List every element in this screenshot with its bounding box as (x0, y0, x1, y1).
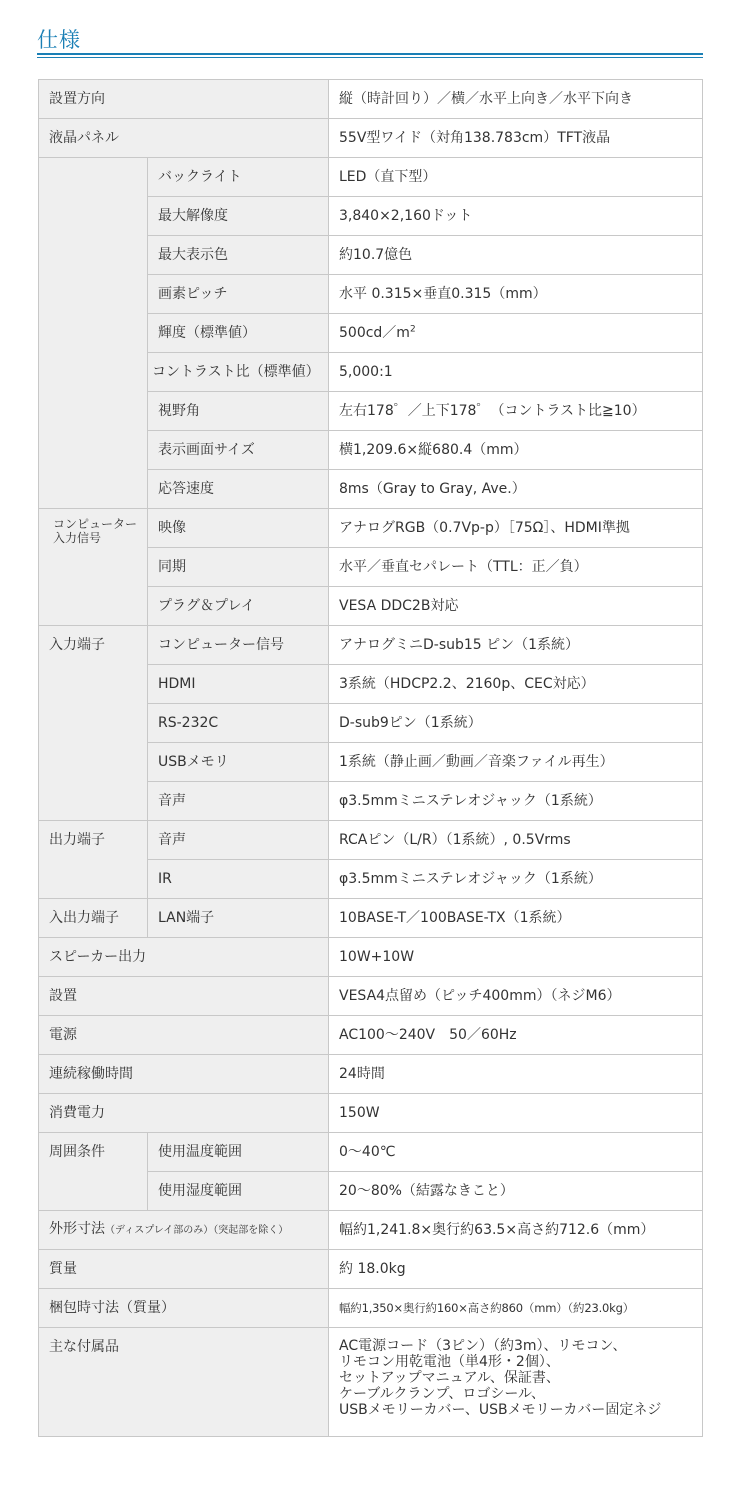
row-value: AC100～240V 50／60Hz (329, 1016, 703, 1055)
sub-label: 音声 (148, 782, 329, 821)
sub-label: 視野角 (148, 392, 329, 431)
row-value: 幅約1,350×奥行約160×高さ約860（mm）（約23.0kg） (329, 1289, 703, 1328)
table-row (39, 899, 703, 938)
row-value: 左右178゜／上下178゜（コントラスト比≧10） (329, 392, 703, 431)
row-label: 電源 (39, 1016, 329, 1055)
row-value: φ3.5mmミニステレオジャック（1系統） (329, 782, 703, 821)
sub-label: 画素ピッチ (148, 275, 329, 314)
group-label: 周囲条件 (39, 1133, 148, 1211)
row-value: アナログRGB（0.7Vp-p）［75Ω］、HDMI準拠 (329, 509, 703, 548)
group-label (39, 509, 148, 626)
row-value: RCAピン（L/R）（1系統）, 0.5Vrms (329, 821, 703, 860)
row-value: 水平 0.315×垂直0.315（mm） (329, 275, 703, 314)
sub-label: 応答速度 (148, 470, 329, 509)
accessory-line: セットアップマニュアル、保証書、 (339, 1370, 560, 1386)
sub-label: プラグ＆プレイ (148, 587, 329, 626)
title-divider-thin (37, 57, 703, 58)
group-label: 入力端子 (39, 626, 148, 821)
row-label: 設置 (39, 977, 329, 1016)
row-label: 消費電力 (39, 1094, 329, 1133)
table-row (39, 1016, 703, 1055)
row-value: 1系統（静止画／動画／音楽ファイル再生） (329, 743, 703, 782)
row-value: LED（直下型） (329, 158, 703, 197)
table-row (39, 509, 703, 548)
row-value: 3系統（HDCP2.2、2160p、CEC対応） (329, 665, 703, 704)
table-row (39, 1055, 703, 1094)
sub-label: LAN端子 (148, 899, 329, 938)
row-value: VESA DDC2B対応 (329, 587, 703, 626)
row-value: 55V型ワイド（対角138.783cm）TFT液晶 (329, 119, 703, 158)
sub-label: コントラスト比（標準値） (148, 353, 329, 392)
row-label: 設置方向 (39, 80, 329, 119)
row-value (329, 314, 703, 353)
row-label: 主な付属品 (39, 1328, 329, 1437)
row-value: 約10.7億色 (329, 236, 703, 275)
sub-label: HDMI (148, 665, 329, 704)
row-value: 24時間 (329, 1055, 703, 1094)
accessory-line: リモコン用乾電池（単4形・2個）、 (339, 1354, 560, 1370)
table-row (39, 626, 703, 665)
table-row (39, 119, 703, 158)
sub-label: 表示画面サイズ (148, 431, 329, 470)
sub-label: 使用湿度範囲 (148, 1172, 329, 1211)
value-text: 500cd／m (339, 324, 410, 341)
row-value: 150W (329, 1094, 703, 1133)
row-value: 幅約1,241.8×奥行約63.5×高さ約712.6（mm） (329, 1211, 703, 1250)
row-label: 梱包時寸法（質量） (39, 1289, 329, 1328)
row-label: 入出力端子 (39, 899, 148, 938)
table-row (39, 80, 703, 119)
sub-label: バックライト (148, 158, 329, 197)
table-row (39, 1250, 703, 1289)
group-label-line: コンピューター (53, 517, 138, 531)
row-value: 0～40℃ (329, 1133, 703, 1172)
sub-label: IR (148, 860, 329, 899)
row-value: VESA4点留め（ピッチ400mm）（ネジM6） (329, 977, 703, 1016)
sub-label: 使用温度範囲 (148, 1133, 329, 1172)
group-label-line: 入力信号 (53, 531, 102, 545)
table-row (39, 1133, 703, 1172)
row-value: 10W+10W (329, 938, 703, 977)
sub-label: 映像 (148, 509, 329, 548)
accessory-line: USBメモリーカバー、USBメモリーカバー固定ネジ (339, 1402, 662, 1418)
row-value: 横1,209.6×縦680.4（mm） (329, 431, 703, 470)
group-spacer (39, 158, 148, 509)
page-title: 仕様 (37, 28, 81, 52)
row-value: 20～80%（結露なきこと） (329, 1172, 703, 1211)
table-row (39, 977, 703, 1016)
row-label: 液晶パネル (39, 119, 329, 158)
label-text: 外形寸法 (49, 1221, 105, 1237)
row-value: 5,000:1 (329, 353, 703, 392)
table-row (39, 1211, 703, 1250)
row-value: φ3.5mmミニステレオジャック（1系統） (329, 860, 703, 899)
row-value: D-sub9ピン（1系統） (329, 704, 703, 743)
label-note: （ディスプレイ部のみ）（突起部を除く） (105, 1225, 289, 1236)
table-row (39, 938, 703, 977)
title-divider (37, 53, 703, 55)
accessory-line: ケーブルクランプ、ロゴシール、 (339, 1386, 545, 1402)
row-label (39, 1211, 329, 1250)
row-value: 10BASE-T／100BASE-TX（1系統） (329, 899, 703, 938)
sub-label: 同期 (148, 548, 329, 587)
row-value: 8ms（Gray to Gray, Ave.） (329, 470, 703, 509)
table-row (39, 821, 703, 860)
row-label: 質量 (39, 1250, 329, 1289)
row-label: 連続稼働時間 (39, 1055, 329, 1094)
sub-label: USBメモリ (148, 743, 329, 782)
table-row (39, 1094, 703, 1133)
sub-label: RS-232C (148, 704, 329, 743)
spec-table (38, 79, 703, 1437)
row-label: スピーカー出力 (39, 938, 329, 977)
row-value: 約 18.0kg (329, 1250, 703, 1289)
sub-label: コンピューター信号 (148, 626, 329, 665)
table-row (39, 158, 703, 197)
superscript: 2 (409, 323, 416, 334)
accessory-line: AC電源コード（3ピン）（約3m）、リモコン、 (339, 1338, 627, 1354)
row-value: アナログミニD-sub15 ピン（1系統） (329, 626, 703, 665)
sub-label: 最大解像度 (148, 197, 329, 236)
row-value: 水平／垂直セパレート（TTL：正／負） (329, 548, 703, 587)
sub-label: 輝度（標準値） (148, 314, 329, 353)
group-label: 出力端子 (39, 821, 148, 899)
row-value: 3,840×2,160ドット (329, 197, 703, 236)
table-row (39, 1328, 703, 1437)
row-value (329, 1328, 703, 1437)
table-row (39, 1289, 703, 1328)
sub-label: 音声 (148, 821, 329, 860)
sub-label: 最大表示色 (148, 236, 329, 275)
row-value: 縦（時計回り）／横／水平上向き／水平下向き (329, 80, 703, 119)
